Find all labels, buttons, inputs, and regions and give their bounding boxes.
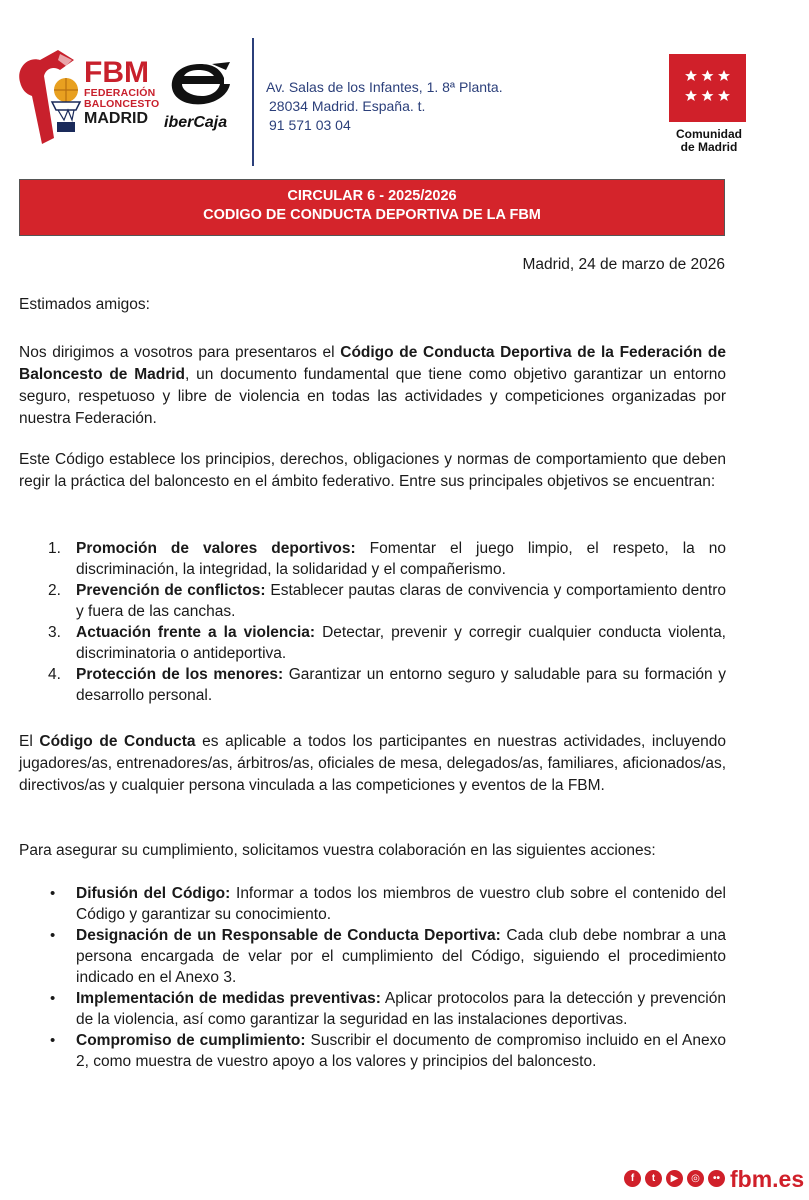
intro-paragraph: Nos dirigimos a vosotros para presentaros el Código de Conducta Deportiva de la Federación de Baloncesto de Madrid, un documento fundamental que tiene como objetivo garantizar un entorno seguro, respetuoso y libre de violencia en todas las actividades y competiciones organizadas por nuestra Federación. [19, 344, 726, 427]
list-item: • Implementación de medidas preventivas: Aplicar protocolos para la detección y prevención de la violencia, así como garantizar la seguridad en las instalaciones deportivas. [50, 990, 726, 1028]
list-item: 2. Prevención de conflictos: Establecer pautas claras de convivencia y comportamiento dentro y fuera de las canchas. [48, 582, 726, 620]
header-divider [252, 38, 254, 166]
instagram-icon[interactable]: ◎ [687, 1170, 704, 1187]
actions-list [19, 883, 726, 1072]
fbm-emblem-icon [14, 46, 84, 146]
address-line-2: 28034 Madrid. España. t. [269, 98, 426, 114]
website-link[interactable]: fbm.es [730, 1166, 805, 1192]
fbm-abbr: FBM [84, 56, 149, 89]
flickr-icon[interactable]: •• [708, 1170, 725, 1187]
comunidad-line1: Comunidad [676, 127, 742, 141]
circular-title-box [19, 179, 725, 236]
address-line-3: 91 571 03 04 [269, 117, 351, 133]
ibercaja-emblem-icon [164, 60, 236, 110]
actions-intro: Para asegurar su cumplimiento, solicitamos vuestra colaboración en las siguientes acciones: [19, 842, 656, 859]
federation-address [266, 78, 503, 135]
circular-subject: CODIGO DE CONDUCTA DEPORTIVA DE LA FBM [203, 207, 541, 223]
fbm-line1: FEDERACIÓN [84, 87, 156, 99]
code-name: Código de Conducta Deportiva de la Federación de Baloncesto de Madrid [19, 344, 726, 383]
scope-paragraph: El Código de Conducta es aplicable a todos los participantes en nuestras actividades, incluyendo jugadores/as, entrenadores/as, árbitros/as, oficiales de mesa, delegados/as, familiares, aficionados/as, directivos/as y cualquier persona vinculada a las competiciones y eventos de la FBM. [19, 733, 726, 794]
list-item: 1. Promoción de valores deportivos: Fomentar el juego limpio, el respeto, la no discriminación, la integridad, la solidaridad y el compañerismo. [48, 540, 726, 578]
circular-number: CIRCULAR 6 - 2025/2026 [287, 188, 457, 204]
list-item: 4. Protección de los menores: Garantizar un entorno seguro y saludable para su formación y desarrollo personal. [48, 666, 727, 704]
comunidad-flag-icon [669, 54, 746, 122]
comunidad-name [669, 128, 749, 154]
comunidad-madrid-logo [669, 54, 749, 154]
list-item: • Designación de un Responsable de Conducta Deportiva: Cada club debe nombrar a una persona encargada de velar por el cumplimiento del Código, siguiendo el procedimiento indicado en el Anexo 3. [50, 927, 726, 986]
fbm-line2: BALONCESTO [84, 98, 160, 110]
ibercaja-logo [164, 60, 244, 135]
letterhead [0, 0, 809, 175]
objectives-list [19, 538, 726, 706]
fbm-logo [14, 46, 162, 146]
objectives-intro: Este Código establece los principios, derechos, obligaciones y normas de comportamiento que deben regir la práctica del baloncesto en el ámbito federativo. Entre sus principales objetivos se encuentran: [19, 451, 726, 490]
comunidad-line2: de Madrid [680, 140, 738, 154]
greeting: Estimados amigos: [19, 296, 150, 313]
facebook-icon[interactable]: f [624, 1170, 641, 1187]
youtube-icon[interactable]: ▶ [666, 1170, 683, 1187]
twitter-icon[interactable]: t [645, 1170, 662, 1187]
address-line-1: Av. Salas de los Infantes, 1. 8ª Planta. [266, 79, 503, 95]
fbm-line3: MADRID [84, 110, 148, 127]
list-item: 3. Actuación frente a la violencia: Detectar, prevenir y corregir cualquier conducta violenta, discriminatoria o antideportiva. [48, 624, 726, 662]
list-item: • Difusión del Código: Informar a todos los miembros de vuestro club sobre el contenido del Código y garantizar su conocimiento. [50, 885, 726, 923]
letter-date: Madrid, 24 de marzo de 2026 [522, 256, 725, 273]
ibercaja-name: iberCaja [164, 114, 228, 131]
fbm-wordmark [84, 58, 159, 128]
list-item: • Compromiso de cumplimiento: Suscribir el documento de compromiso incluido en el Anexo 2, como muestra de vuestro apoyo a los valores y principios del baloncesto. [50, 1032, 726, 1070]
